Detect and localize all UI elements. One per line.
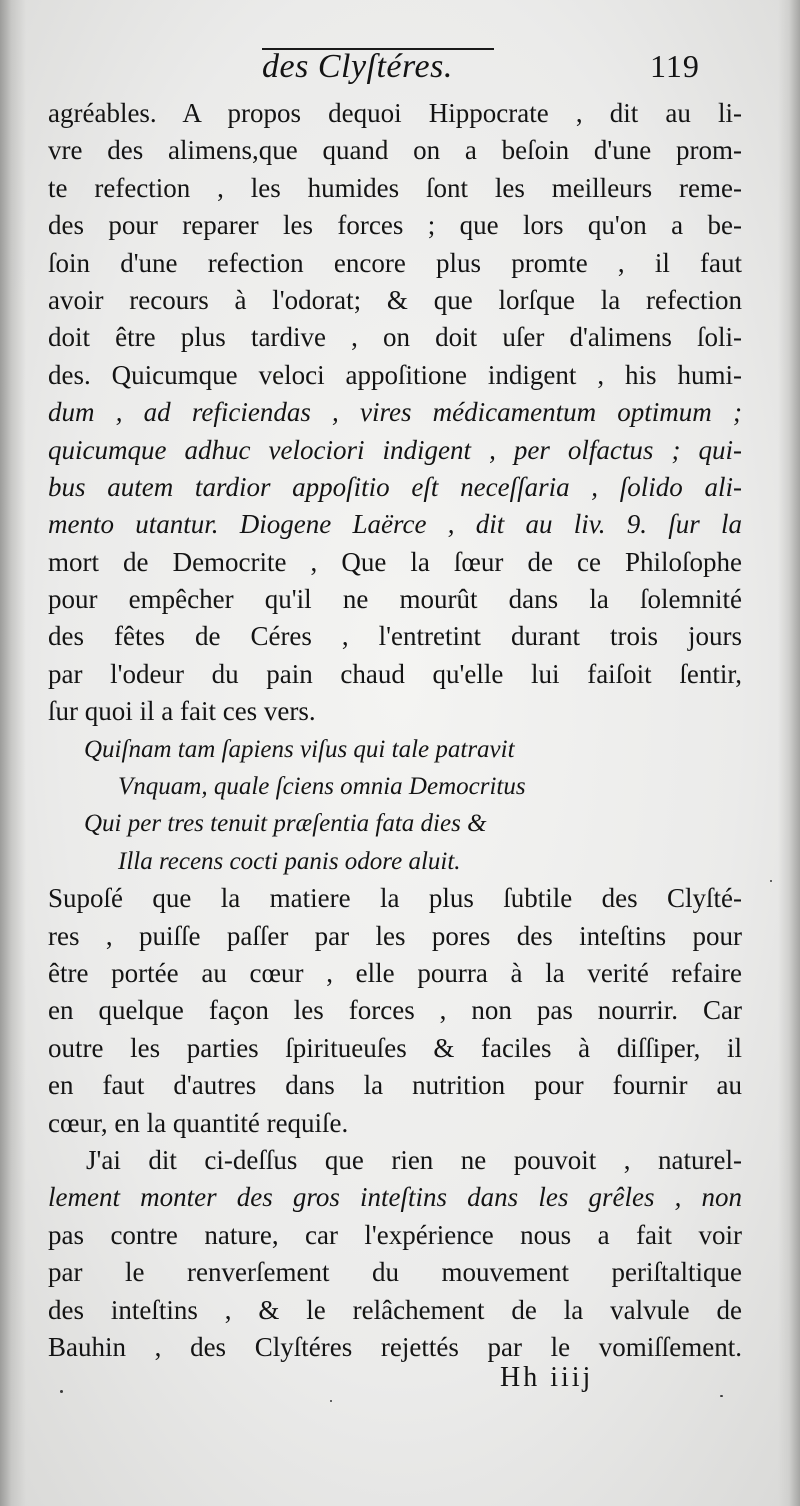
text-line: des inteſtins , & le relâchement de la valvule de bbox=[48, 1294, 742, 1325]
text-line: pas contre nature, car l'expérience nous a fait voir bbox=[48, 1219, 742, 1250]
verse-line: Quiſnam tam ſapiens viſus qui tale patravit bbox=[84, 735, 515, 763]
text-line: Supoſé que la matiere la plus ſubtile des Clyſté- bbox=[48, 883, 742, 914]
text-line: en quelque façon les forces , non pas nourrir. Car bbox=[48, 995, 742, 1026]
text-line: J'ai dit ci-deſſus que rien ne pouvoit , naturel- bbox=[86, 1144, 742, 1175]
text-line: en faut d'autres dans la nutrition pour fournir au bbox=[48, 1070, 742, 1101]
verse-line: Qui per tres tenuit præſentia fata dies & bbox=[84, 810, 487, 838]
page-edge-right bbox=[778, 0, 800, 1506]
page-body bbox=[48, 95, 742, 1366]
page-edge-left bbox=[0, 0, 26, 1506]
text-line: agréables. A propos dequoi Hippocrate , dit au li- bbox=[48, 98, 742, 128]
text-line: par l'odeur du pain chaud qu'elle lui faiſoit ſentir, bbox=[48, 658, 742, 689]
page-number: 119 bbox=[650, 48, 700, 84]
verse-line: Vnquam, quale ſciens omnia Democritus bbox=[118, 773, 526, 801]
text-line: ſur quoi il a fait ces vers. bbox=[48, 696, 316, 727]
signature-mark: Hh iiij bbox=[500, 1362, 594, 1393]
text-line: être portée au cœur , elle pourra à la verité refaire bbox=[48, 957, 742, 988]
text-line: par le renverſement du mouvement periſtaltique bbox=[48, 1257, 742, 1288]
text-line: outre les parties ſpiritueuſes & faciles à diſſiper, il bbox=[48, 1032, 742, 1063]
text-line: te refection , les humides ſont les meilleurs reme- bbox=[48, 172, 742, 203]
page-header bbox=[0, 32, 800, 102]
text-line: des fêtes de Céres , l'entretint durant trois jours bbox=[48, 621, 742, 652]
text-line: cœur, en la quantité requiſe. bbox=[48, 1107, 349, 1138]
text-line: pour empêcher qu'il ne mourût dans la ſolemnité bbox=[48, 584, 742, 615]
text-line: Bauhin , des Clyſtéres rejettés par le vomiſſement. bbox=[48, 1331, 742, 1362]
text-line: dum , ad reficiendas , vires médicamentum optimum ; bbox=[48, 397, 742, 428]
text-line: lement monter des gros inteſtins dans les grêles , non bbox=[48, 1182, 742, 1213]
text-line: res , puiſſe paſſer par les pores des inteſtins pour bbox=[48, 920, 742, 951]
text-line: vre des alimens,que quand on a beſoin d'une prom- bbox=[48, 135, 742, 166]
text-line: doit être plus tardive , on doit uſer d'alimens ſoli- bbox=[48, 322, 742, 353]
text-line: ſoin d'une refection encore plus promte , il faut bbox=[48, 247, 742, 278]
text-line: des. Quicumque veloci appoſitione indigent , his humi- bbox=[48, 359, 742, 390]
text-line: mort de Democrite , Que la ſœur de ce Philoſophe bbox=[48, 546, 742, 577]
text-line: quicumque adhuc velociori indigent , per olfactus ; qui- bbox=[48, 434, 742, 465]
text-line: bus autem tardior appoſitio eſt neceſſaria , ſolido ali- bbox=[48, 471, 742, 502]
text-line: des pour reparer les forces ; que lors qu'on a be- bbox=[48, 210, 742, 241]
verse-line: Illa recens cocti panis odore aluit. bbox=[118, 847, 461, 875]
text-line: mento utantur. Diogene Laërce , dit au liv. 9. ſur la bbox=[48, 509, 742, 540]
text-line: avoir recours à l'odorat; & que lorſque la refection bbox=[48, 284, 742, 315]
running-head: des Clyſtéres. bbox=[262, 48, 453, 85]
